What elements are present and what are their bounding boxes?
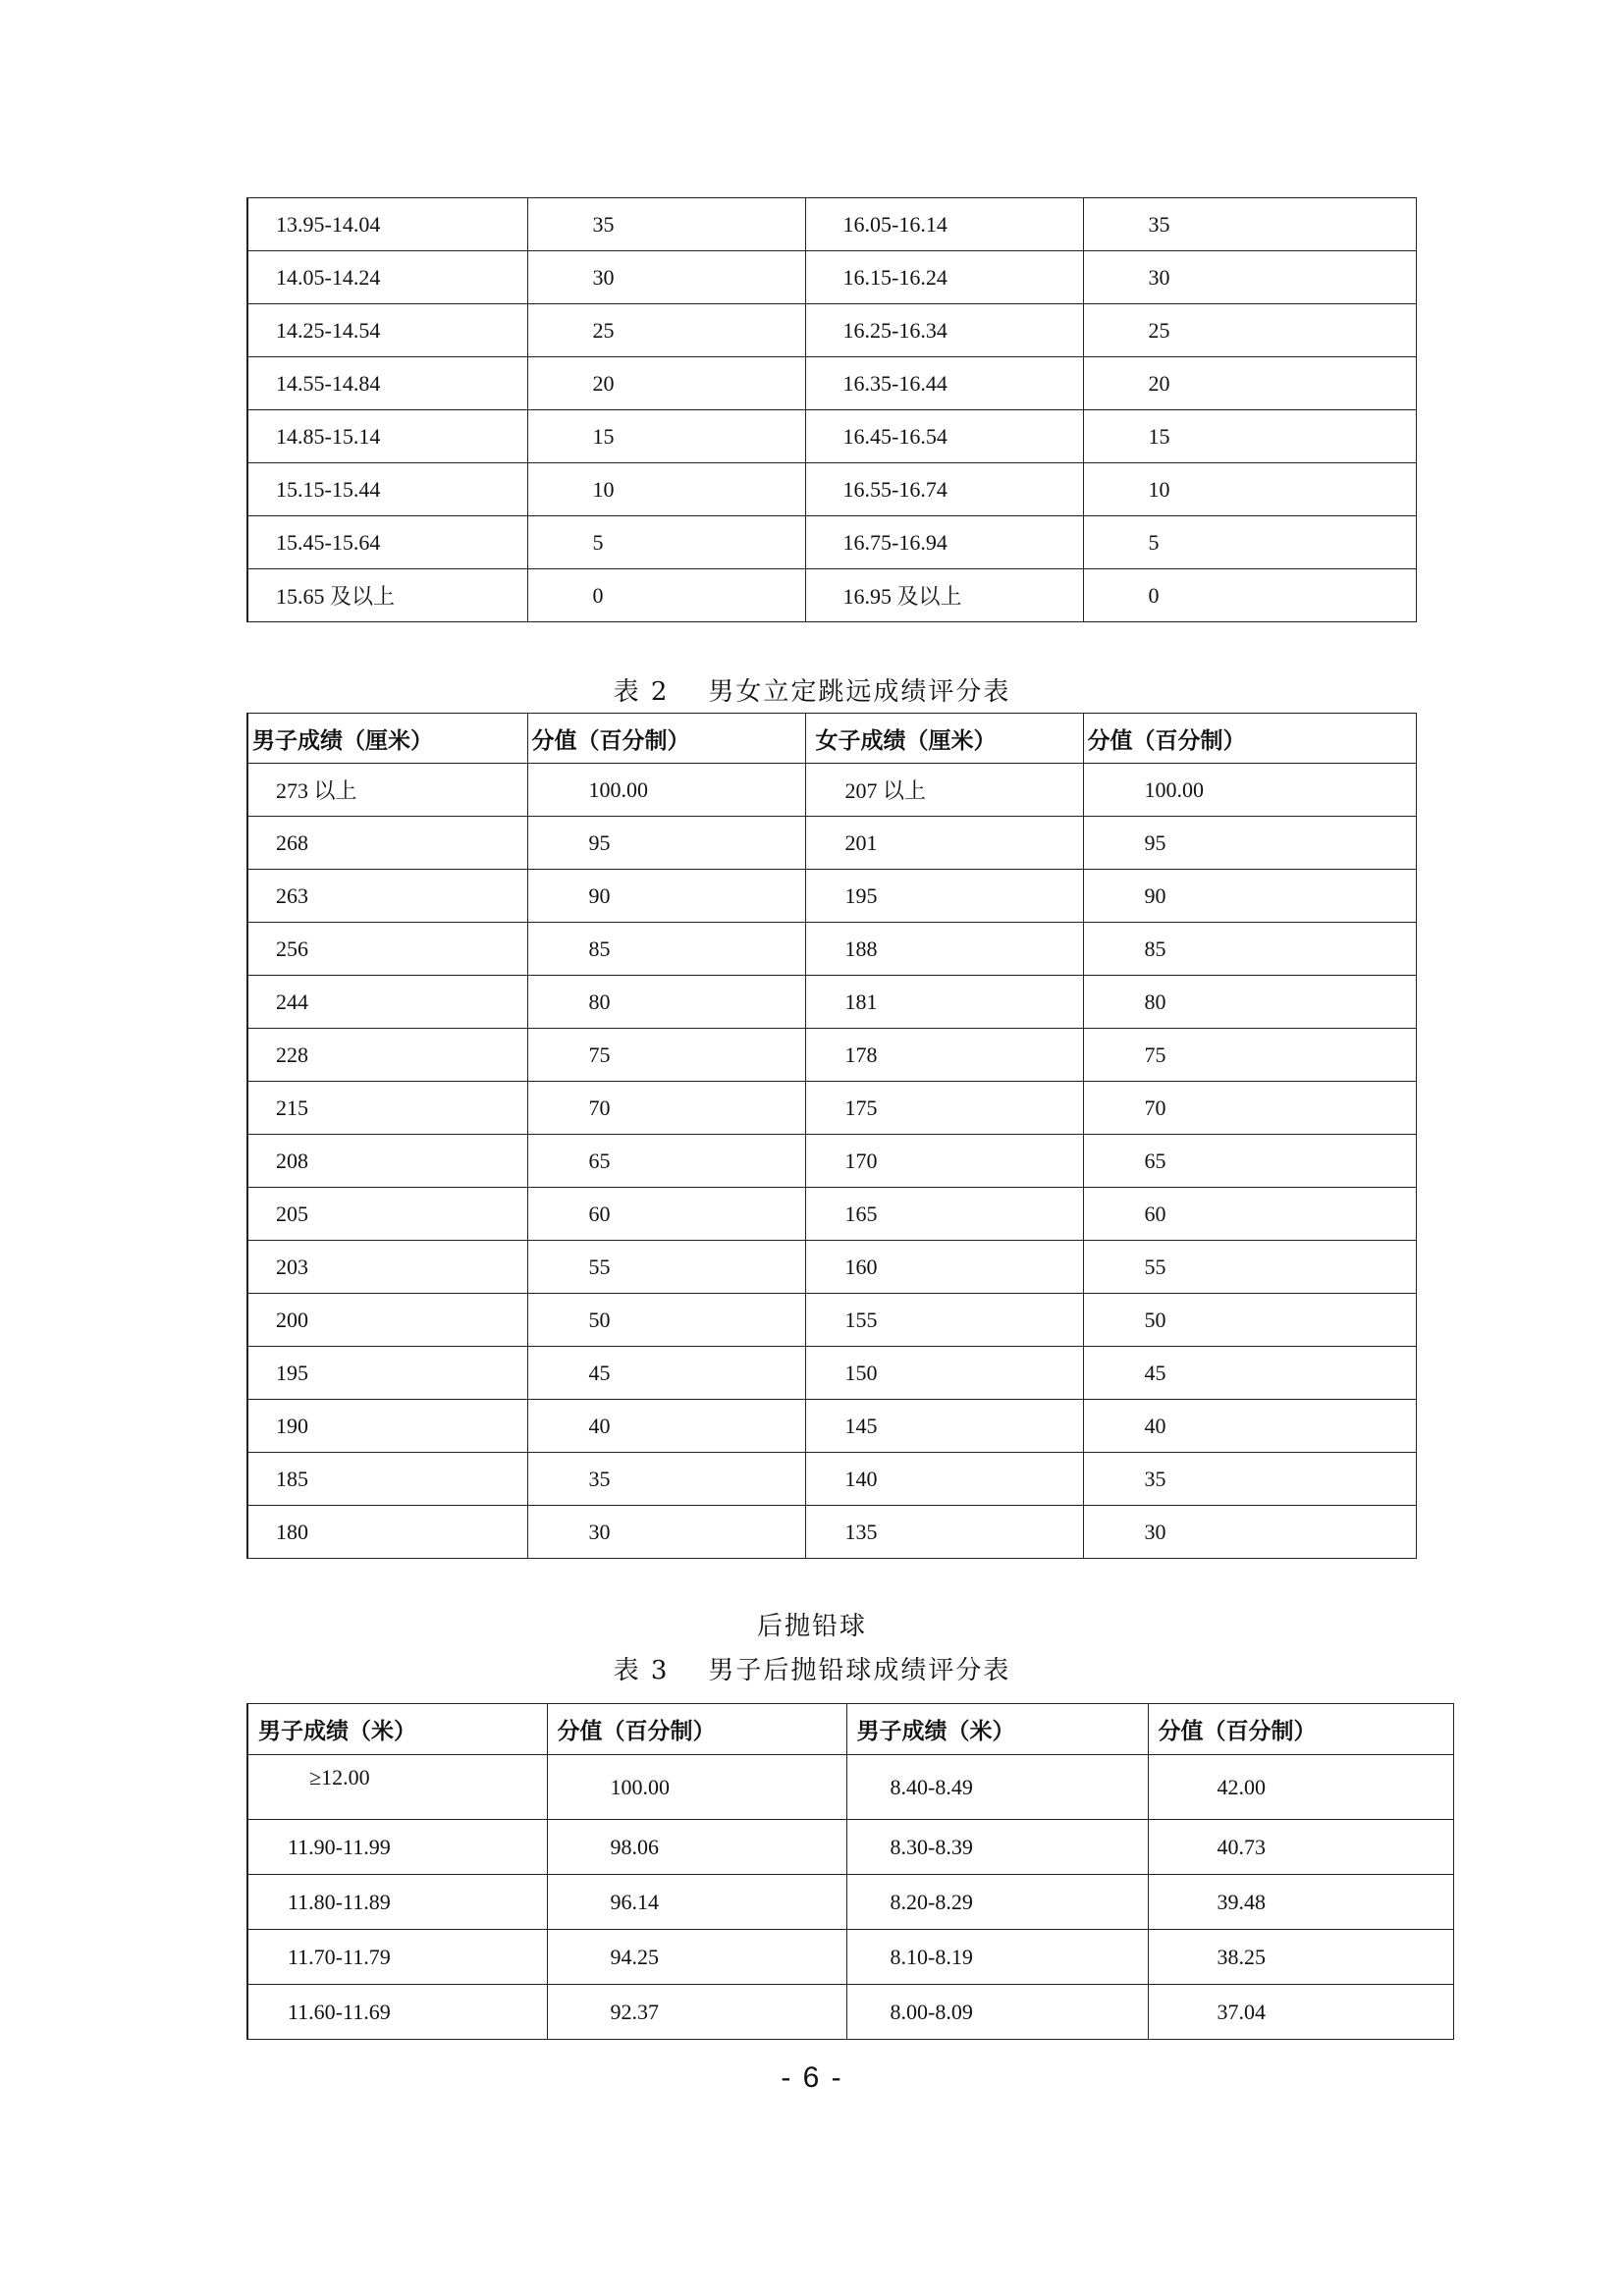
table-cell: 70 xyxy=(1083,1082,1416,1135)
table-cell: 5 xyxy=(527,516,805,569)
table-cell: 8.30-8.39 xyxy=(846,1820,1148,1875)
table-cell: 30 xyxy=(1083,1506,1416,1559)
table-cell: 45 xyxy=(1083,1347,1416,1400)
table-cell: 42.00 xyxy=(1148,1755,1453,1820)
table-cell: 30 xyxy=(1083,251,1416,304)
table-row xyxy=(247,817,1416,870)
table-row xyxy=(247,357,1416,410)
table-cell: 203 xyxy=(247,1241,527,1294)
table-cell: 100.00 xyxy=(527,764,805,817)
table-cell: 135 xyxy=(805,1506,1083,1559)
table-cell: 145 xyxy=(805,1400,1083,1453)
table-cell: 207 以上 xyxy=(805,764,1083,817)
table-row xyxy=(247,870,1416,923)
table-cell: 75 xyxy=(1083,1029,1416,1082)
table-cell: 15 xyxy=(1083,410,1416,463)
table-cell: 60 xyxy=(527,1188,805,1241)
table-cell: 268 xyxy=(247,817,527,870)
table-cell: 75 xyxy=(527,1029,805,1082)
table-cell: 175 xyxy=(805,1082,1083,1135)
table-cell: 40 xyxy=(527,1400,805,1453)
table-cell: 20 xyxy=(1083,357,1416,410)
table-cell: 16.25-16.34 xyxy=(805,304,1083,357)
table-cell: 140 xyxy=(805,1453,1083,1506)
table-2-body xyxy=(247,764,1416,1559)
table-cell: 35 xyxy=(1083,1453,1416,1506)
table-cell: 188 xyxy=(805,923,1083,976)
table-cell: 190 xyxy=(247,1400,527,1453)
table-cell: 160 xyxy=(805,1241,1083,1294)
table-cell: 25 xyxy=(1083,304,1416,357)
table-cell: 180 xyxy=(247,1506,527,1559)
table-cell: 50 xyxy=(527,1294,805,1347)
table-cell: 35 xyxy=(1083,198,1416,251)
table-cell: 90 xyxy=(1083,870,1416,923)
table-cell: 195 xyxy=(805,870,1083,923)
table-cell: 15 xyxy=(527,410,805,463)
table-cell: 165 xyxy=(805,1188,1083,1241)
table-cell: 11.70-11.79 xyxy=(247,1930,547,1985)
table-cell: 263 xyxy=(247,870,527,923)
table-cell: 35 xyxy=(527,1453,805,1506)
table-cell: 14.55-14.84 xyxy=(247,357,527,410)
table-cell: 15.45-15.64 xyxy=(247,516,527,569)
page-number: - 6 - xyxy=(781,2061,843,2094)
table-row xyxy=(247,1755,1453,1820)
table-row xyxy=(247,923,1416,976)
header-female-score: 女子成绩（厘米） xyxy=(805,714,1083,764)
table-2-standing-long-jump xyxy=(246,713,1417,1559)
table-cell: 16.35-16.44 xyxy=(805,357,1083,410)
table-cell: 96.14 xyxy=(547,1875,846,1930)
header-male-score: 男子成绩（厘米） xyxy=(247,714,527,764)
table-cell: ≥12.00 xyxy=(247,1755,547,1820)
table-cell: 65 xyxy=(527,1135,805,1188)
table-cell: 55 xyxy=(1083,1241,1416,1294)
table-cell: 30 xyxy=(527,251,805,304)
table-cell: 92.37 xyxy=(547,1985,846,2040)
table-cell: 100.00 xyxy=(1083,764,1416,817)
table-cell: 70 xyxy=(527,1082,805,1135)
table-2-title: 男女立定跳远成绩评分表 xyxy=(708,677,1011,707)
table-cell: 80 xyxy=(1083,976,1416,1029)
table-cell: 16.55-16.74 xyxy=(805,463,1083,516)
table-cell: 5 xyxy=(1083,516,1416,569)
header-points: 分值（百分制） xyxy=(547,1704,846,1755)
header-points: 分值（百分制） xyxy=(1148,1704,1453,1755)
table-cell: 38.25 xyxy=(1148,1930,1453,1985)
table-cell: 10 xyxy=(1083,463,1416,516)
table-row xyxy=(247,1930,1453,1985)
table-cell: 98.06 xyxy=(547,1820,846,1875)
table-cell: 45 xyxy=(527,1347,805,1400)
table-cell: 100.00 xyxy=(547,1755,846,1820)
table-cell: 215 xyxy=(247,1082,527,1135)
table-row xyxy=(247,1347,1416,1400)
table-row xyxy=(247,198,1416,251)
table-1-body xyxy=(247,198,1416,622)
table-cell: 150 xyxy=(805,1347,1083,1400)
table-row xyxy=(247,976,1416,1029)
table-cell: 0 xyxy=(1083,569,1416,622)
table-row xyxy=(247,463,1416,516)
table-cell: 8.20-8.29 xyxy=(846,1875,1148,1930)
table-row xyxy=(247,410,1416,463)
table-cell: 205 xyxy=(247,1188,527,1241)
table-cell: 50 xyxy=(1083,1294,1416,1347)
table-row xyxy=(247,1135,1416,1188)
table-row xyxy=(247,304,1416,357)
table-3-label: 表 3 xyxy=(613,1656,670,1685)
table-cell: 30 xyxy=(527,1506,805,1559)
table-row xyxy=(247,1400,1416,1453)
table-cell: 208 xyxy=(247,1135,527,1188)
table-3-body xyxy=(247,1755,1453,2040)
table-cell: 201 xyxy=(805,817,1083,870)
table-cell: 170 xyxy=(805,1135,1083,1188)
table-row xyxy=(247,1985,1453,2040)
table-1-continuation xyxy=(246,197,1417,622)
table-cell: 65 xyxy=(1083,1135,1416,1188)
table-row xyxy=(247,516,1416,569)
table-cell: 8.10-8.19 xyxy=(846,1930,1148,1985)
table-cell: 228 xyxy=(247,1029,527,1082)
table-cell: 37.04 xyxy=(1148,1985,1453,2040)
table-3-caption xyxy=(0,1650,1624,1686)
table-cell: 95 xyxy=(527,817,805,870)
table-3-title: 男子后抛铅球成绩评分表 xyxy=(708,1656,1011,1685)
table-cell: 35 xyxy=(527,198,805,251)
table-cell: 10 xyxy=(527,463,805,516)
table-row xyxy=(247,1294,1416,1347)
table-3-backward-shot-put xyxy=(246,1703,1454,2040)
table-row xyxy=(247,1241,1416,1294)
table-cell: 185 xyxy=(247,1453,527,1506)
table-cell: 13.95-14.04 xyxy=(247,198,527,251)
table-cell: 40.73 xyxy=(1148,1820,1453,1875)
table-row xyxy=(247,1188,1416,1241)
table-cell: 16.75-16.94 xyxy=(805,516,1083,569)
table-row xyxy=(247,1082,1416,1135)
table-cell: 40 xyxy=(1083,1400,1416,1453)
table-cell: 200 xyxy=(247,1294,527,1347)
table-cell: 195 xyxy=(247,1347,527,1400)
table-cell: 25 xyxy=(527,304,805,357)
table-cell: 0 xyxy=(527,569,805,622)
table-row xyxy=(247,1453,1416,1506)
table-cell: 39.48 xyxy=(1148,1875,1453,1930)
table-row xyxy=(247,764,1416,817)
table-cell: 90 xyxy=(527,870,805,923)
table-row xyxy=(247,1506,1416,1559)
table-cell: 181 xyxy=(805,976,1083,1029)
header-points: 分值（百分制） xyxy=(527,714,805,764)
table-cell: 11.80-11.89 xyxy=(247,1875,547,1930)
table-cell: 16.95 及以上 xyxy=(805,569,1083,622)
table-header-row xyxy=(247,714,1416,764)
table-cell: 15.15-15.44 xyxy=(247,463,527,516)
table-cell: 14.05-14.24 xyxy=(247,251,527,304)
table-cell: 8.40-8.49 xyxy=(846,1755,1148,1820)
table-cell: 80 xyxy=(527,976,805,1029)
table-cell: 11.90-11.99 xyxy=(247,1820,547,1875)
table-cell: 55 xyxy=(527,1241,805,1294)
table-cell: 178 xyxy=(805,1029,1083,1082)
table-cell: 60 xyxy=(1083,1188,1416,1241)
table-cell: 8.00-8.09 xyxy=(846,1985,1148,2040)
table-cell: 273 以上 xyxy=(247,764,527,817)
table-cell: 16.15-16.24 xyxy=(805,251,1083,304)
table-row xyxy=(247,1029,1416,1082)
table-header-row xyxy=(247,1704,1453,1755)
table-cell: 15.65 及以上 xyxy=(247,569,527,622)
table-2-label: 表 2 xyxy=(613,677,670,707)
table-row xyxy=(247,1875,1453,1930)
table-cell: 14.85-15.14 xyxy=(247,410,527,463)
header-points: 分值（百分制） xyxy=(1083,714,1416,764)
table-cell: 95 xyxy=(1083,817,1416,870)
table-cell: 85 xyxy=(527,923,805,976)
table-cell: 155 xyxy=(805,1294,1083,1347)
table-cell: 244 xyxy=(247,976,527,1029)
table-row xyxy=(247,251,1416,304)
table-row xyxy=(247,1820,1453,1875)
table-cell: 94.25 xyxy=(547,1930,846,1985)
table-cell: 11.60-11.69 xyxy=(247,1985,547,2040)
table-row xyxy=(247,569,1416,622)
table-cell: 16.45-16.54 xyxy=(805,410,1083,463)
header-male-score: 男子成绩（米） xyxy=(247,1704,547,1755)
table-cell: 85 xyxy=(1083,923,1416,976)
table-cell: 16.05-16.14 xyxy=(805,198,1083,251)
table-cell: 14.25-14.54 xyxy=(247,304,527,357)
table-cell: 256 xyxy=(247,923,527,976)
header-male-score: 男子成绩（米） xyxy=(846,1704,1148,1755)
table-cell: 20 xyxy=(527,357,805,410)
table-2-caption xyxy=(0,671,1624,708)
section-heading: 后抛铅球 xyxy=(756,1612,867,1641)
